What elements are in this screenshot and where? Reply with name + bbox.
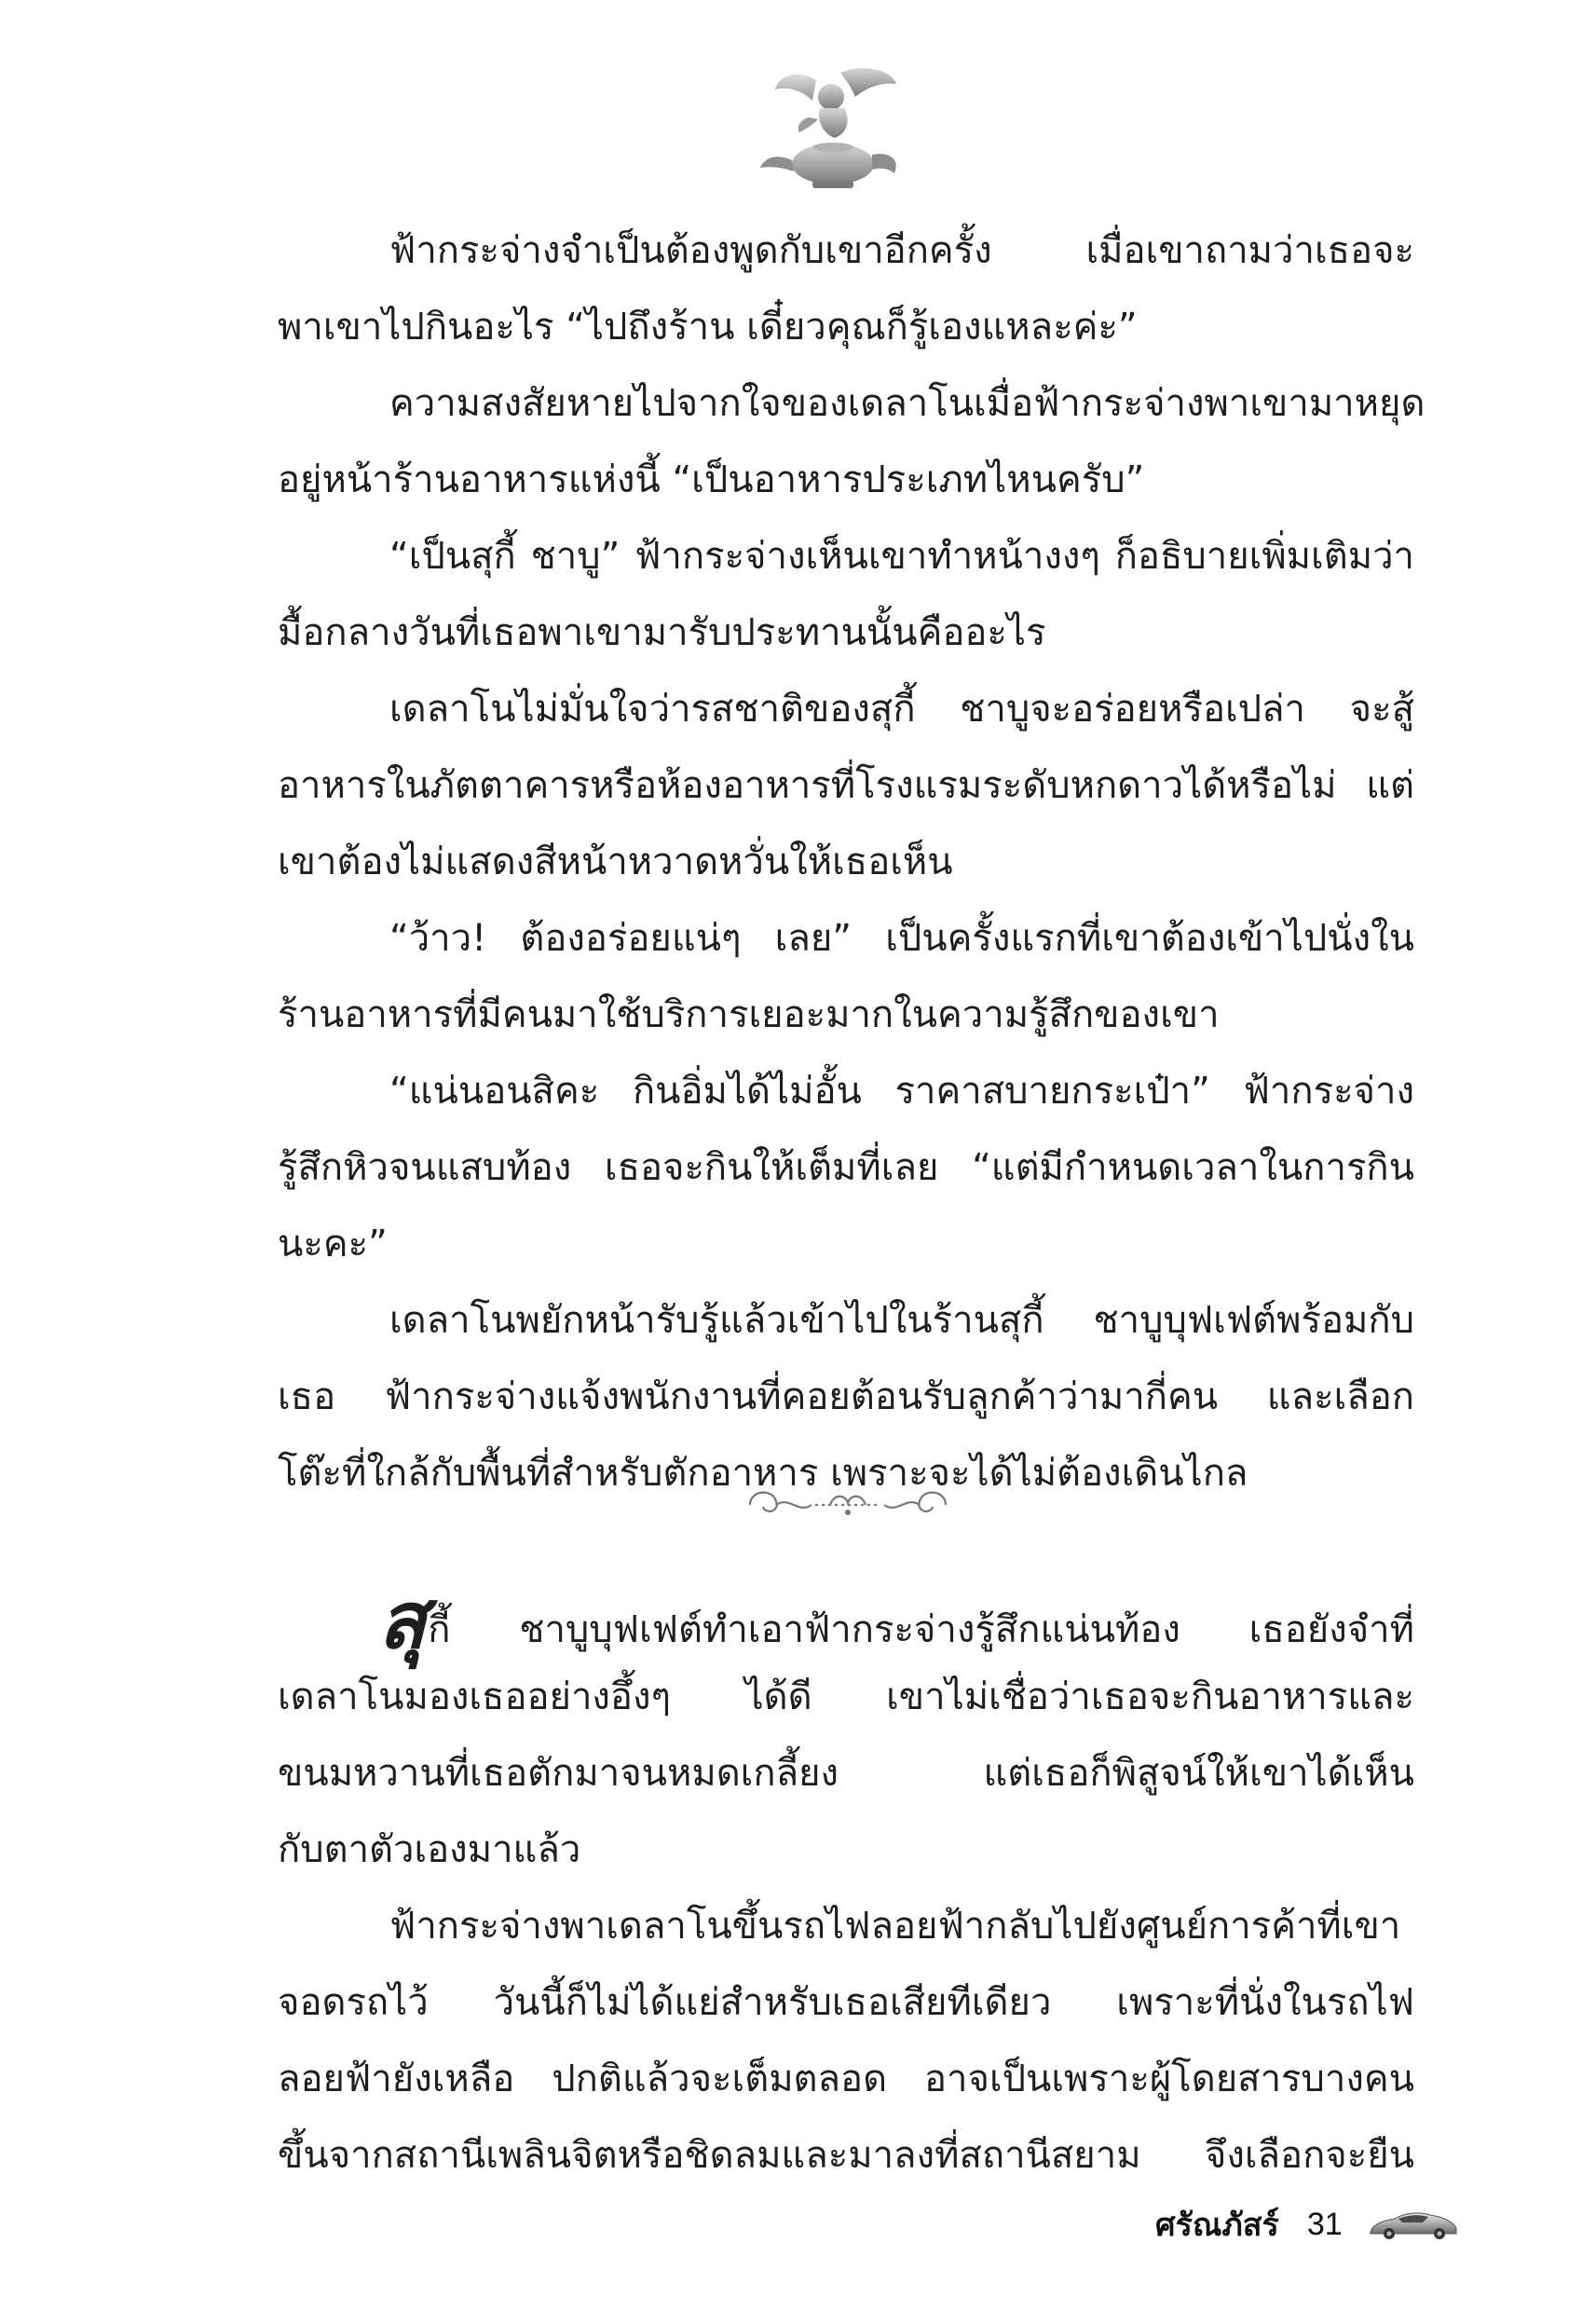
text-line: ขึ้นจากสถานีเพลินจิตหรือชิดลมและมาลงที่สถานีสยาม จึงเลือกจะยืน (278, 2134, 1414, 2177)
footer-author: ศรัณภัสร์ (1155, 2207, 1279, 2244)
text-line: “ว้าว! ต้องอร่อยแน่ๆ เลย” เป็นครั้งแรกที่เขาต้องเข้าไปนั่งใน (389, 917, 1414, 960)
text-line: ลอยฟ้ายังเหลือ ปกติแล้วจะเต็มตลอด อาจเป็นเพราะผู้โดยสารบางคน (278, 2058, 1414, 2100)
text-line: “เป็นสุกี้ ชาบู” ฟ้ากระจ่างเห็นเขาทำหน้างงๆ ก็อธิบายเพิ่มเติมว่า (389, 535, 1414, 578)
text-line-content: กี้ ชาบูบุฟเฟต์ทำเอาฟ้ากระจ่างรู้สึกแน่นท้อง เธอยังจำที่ (428, 1608, 1414, 1651)
text-line: ฟ้ากระจ่างพาเดลาโนขึ้นรถไฟลอยฟ้ากลับไปยังศูนย์การค้าที่เขา (389, 1905, 1401, 1948)
text-line: อาหารในภัตตาคารหรือห้องอาหารที่โรงแรมระดับหกดาวได้หรือไม่ แต่ (278, 764, 1414, 807)
text-line: ความสงสัยหายไปจากใจของเดลาโนเมื่อฟ้ากระจ่างพาเขามาหยุด (389, 382, 1425, 425)
drop-cap: สุ (378, 1574, 427, 1666)
text-line: เขาต้องไม่แสดงสีหน้าหวาดหวั่นให้เธอเห็น (278, 841, 953, 883)
scroll-flourish-divider-icon (741, 1477, 955, 1533)
sports-car-icon (1367, 2206, 1460, 2243)
text-line: เดลาโนมองเธออย่างอึ้งๆ ได้ดี เขาไม่เชื่อว่าเธอจะกินอาหารและ (278, 1675, 1414, 1718)
page-footer (1155, 2201, 1460, 2248)
text-line: ฟ้ากระจ่างจำเป็นต้องพูดกับเขาอีกครั้ง เมื่อเขาถามว่าเธอจะ (389, 229, 1414, 272)
cherub-teapot-ornament-icon (751, 63, 909, 203)
page-number: 31 (1306, 2206, 1343, 2242)
text-line: เดลาโนพยักหน้ารับรู้แล้วเข้าไปในร้านสุกี้ ชาบูบุฟเฟต์พร้อมกับ (389, 1299, 1414, 1342)
text-line: มื้อกลางวันที่เธอพาเขามารับประทานนั้นคืออะไร (278, 611, 1046, 654)
text-line: อยู่หน้าร้านอาหารแห่งนี้ “เป็นอาหารประเภทไหนครับ” (278, 458, 1145, 501)
text-line: ขนมหวานที่เธอตักมาจนหมดเกลี้ยง แต่เธอก็พิสูจน์ให้เขาได้เห็น (278, 1752, 1414, 1795)
text-line: พาเขาไปกินอะไร “ไปถึงร้าน เดี๋ยวคุณก็รู้เองแหละค่ะ” (278, 306, 1138, 349)
text-line: รู้สึกหิวจนแสบท้อง เธอจะกินให้เต็มที่เลย “แต่มีกำหนดเวลาในการกิน (278, 1146, 1414, 1189)
text-line: “แน่นอนสิคะ กินอิ่มได้ไม่อั้น ราคาสบายกระเป๋า” ฟ้ากระจ่าง (389, 1070, 1414, 1113)
text-line: โต๊ะที่ใกล้กับพื้นที่สำหรับตักอาหาร เพราะจะได้ไม่ต้องเดินไกล (278, 1452, 1248, 1495)
text-line: เดลาโนไม่มั่นใจว่ารสชาติของสุกี้ ชาบูจะอร่อยหรือเปล่า จะสู้ (389, 688, 1414, 731)
text-line: เธอ ฟ้ากระจ่างแจ้งพนักงานที่คอยต้อนรับลูกค้าว่ามากี่คน และเลือก (278, 1375, 1414, 1418)
text-line: นะคะ” (278, 1223, 388, 1265)
text-line-dropcap (378, 1574, 1414, 1666)
text-line: ร้านอาหารที่มีคนมาใช้บริการเยอะมากในความรู้สึกของเขา (278, 993, 1220, 1036)
text-line: กับตาตัวเองมาแล้ว (278, 1828, 581, 1871)
text-line: จอดรถไว้ วันนี้ก็ไม่ได้แย่สำหรับเธอเสียทีเดียว เพราะที่นั่งในรถไฟ (278, 1981, 1414, 2024)
